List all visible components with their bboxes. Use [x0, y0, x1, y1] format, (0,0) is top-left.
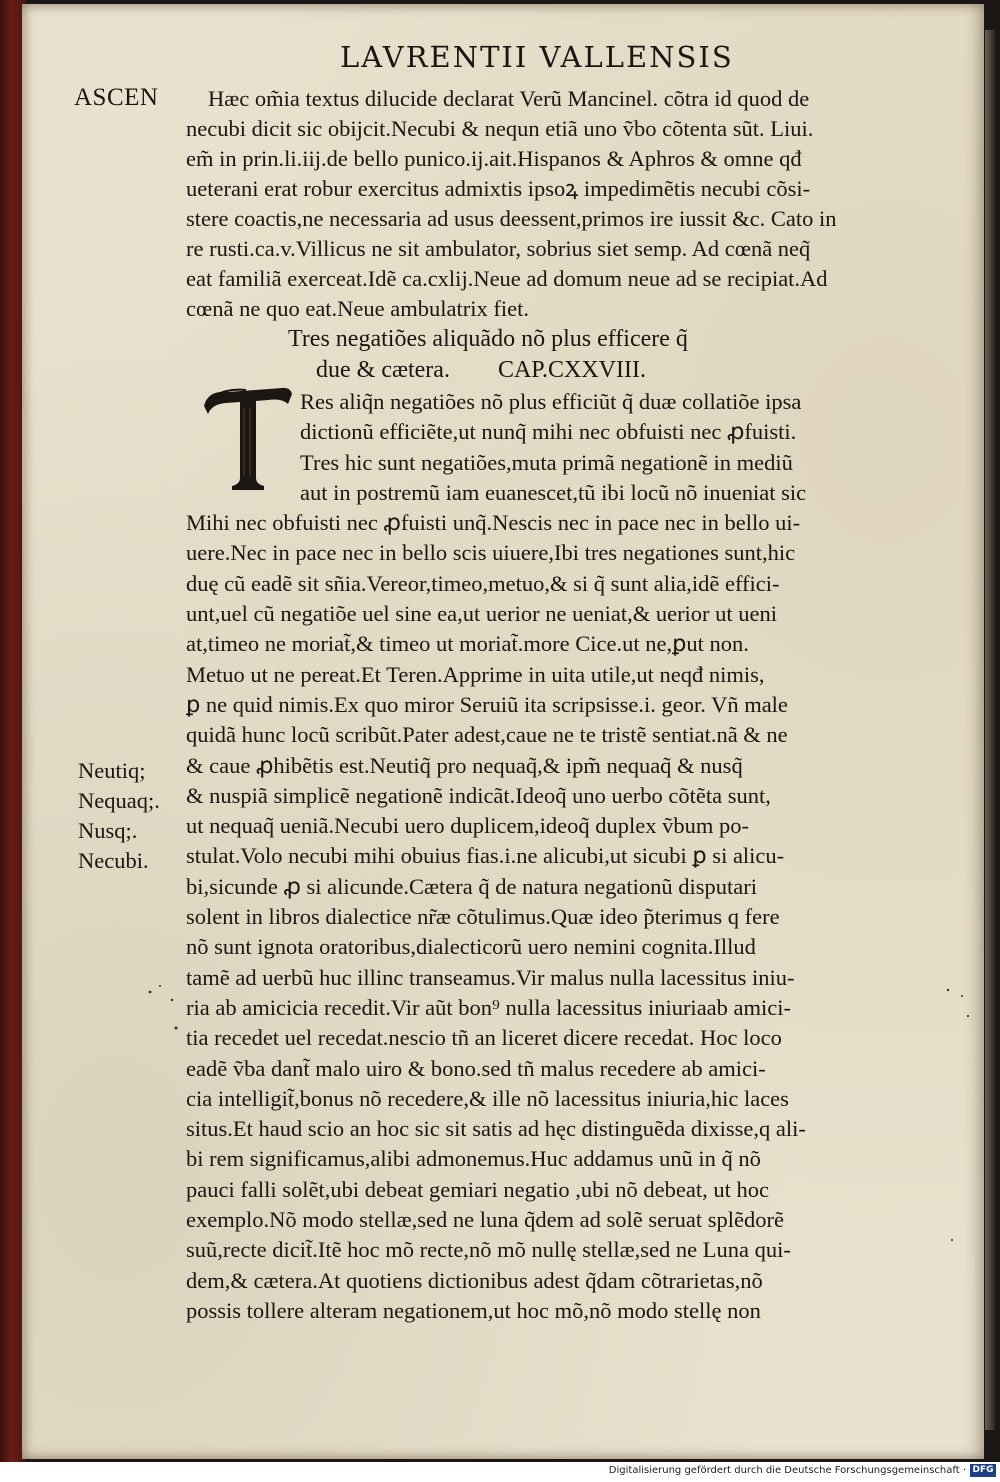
marginal-note: Neutiq;: [78, 758, 146, 783]
text-line: tamẽ ad uerbũ huc illinc transeamus.Vir malus nulla lacessitus iniu-: [186, 964, 795, 990]
text-line: ria ab amicicia recedit.Vir aũt bon⁹ nulla lacessitus iniuriaab amici-: [186, 994, 792, 1020]
text-line: solent in libros dialectice nr̃æ cõtulimus.Quæ ideo p̃terimus q fere: [186, 904, 780, 930]
text-line: dictionũ efficiẽte,ut nunq̃ mihi nec obfuisti nec ꝓfuisti.: [300, 419, 797, 445]
running-head: LAVRENTII VALLENSIS: [340, 40, 734, 74]
text-line: em̃ in prin.li.iij.de bello punico.ij.ait.Hispanos & Aphros & omne qđ: [186, 146, 802, 171]
chapter-number: CAP.CXXVIII.: [497, 357, 646, 383]
text-line: re rusti.ca.v.Villicus ne sit ambulator, sobrius siet semp. Ad cœnã neq̃: [186, 236, 811, 261]
text-line: situs.Et haud scio an hoc sic sit satis ad hęc distinguẽda dixisse,q ali-: [186, 1116, 806, 1142]
text-line: necubi dicit sic obijcit.Necubi & nequn etiã uno ṽbo cõtenta sũt. Liui.: [186, 116, 814, 141]
text-line: bi rem significamus,alibi admonemus.Huc addamus unũ in q̃ nõ: [186, 1146, 761, 1172]
text-line: cia intelligit̃,bonus nõ recedere,& ille nõ lacessitus iniuria,hic laces: [186, 1085, 789, 1111]
text-line: possis tollere alteram negationem,ut hoc mõ,nõ modo stellę non: [186, 1297, 761, 1323]
chapter-heading-text: due & cætera.: [316, 357, 450, 383]
text-line: eadẽ ṽba dant̃ malo uiro & bono.sed tñ malus recedere ab amici-: [186, 1055, 766, 1081]
text-line: quidã hunc locũ scribũt.Pater adest,caue ne te tristẽ sentiat.nã & ne: [186, 722, 788, 748]
text-line: & caue ꝓhibẽtis est.Neutiq̃ pro nequaq̃,& ipm̃ nequaq̃ & nusq̃: [186, 752, 743, 778]
text-line: Metuo ut ne pereat.Et Teren.Apprime in uita utile,ut neqđ nimis,: [186, 661, 765, 687]
text-line: ꝑ ne quid nimis.Ex quo miror Seruiũ ita scripsisse.i. geor. Vñ male: [186, 691, 788, 717]
text-line: suũ,recte dicit̃.Itẽ hoc mõ recte,nõ mõ nullę stellæ,sed ne Luna qui-: [186, 1237, 791, 1263]
text-line: eat familiã exerceat.Idẽ ca.cxlij.Neue ad domum neue ad se recipiat.Ad: [186, 266, 828, 291]
marginal-note: Nusq;.: [78, 818, 138, 843]
text-line: stere coactis,ne necessaria ad usus deessent,primos ire iussit &c. Cato in: [186, 206, 837, 231]
text-line: uere.Nec in pace nec in bello scis uiuere,Ibi tres negationes sunt,hic: [186, 540, 796, 566]
text-line: at,timeo ne moriat̃,& timeo ut moriat̃.more Cice.ut ne,ꝑut non.: [186, 631, 749, 657]
text-line: pauci falli solẽt,ubi debeat gemiari negatio ,ubi nõ debeat, ut hoc: [186, 1176, 769, 1202]
text-line: aut in postremũ iam euanescet,tũ ibi locũ nõ inueniat sic: [300, 479, 807, 505]
text-line: Tres hic sunt negatiões,muta primã negationẽ in mediũ: [300, 449, 793, 475]
text-line: duę cũ eadẽ sit sñia.Vereor,timeo,metuo,& si q̃ sunt alia,idẽ effici-: [186, 570, 780, 596]
text-line: ut nequaq̃ ueniã.Necubi uero duplicem,ideoq̃ duplex ṽbum po-: [186, 813, 749, 839]
text-line: exemplo.Nõ modo stellæ,sed ne luna q̃dem ad solẽ seruat splẽdorẽ: [186, 1207, 784, 1233]
text-line: & nuspiã simplicẽ negationẽ indicãt.Ideoq̃ uno uerbo cõtẽta sunt,: [186, 782, 771, 808]
chapter-heading-line-1: Tres negatiões aliquãdo nõ plus efficere q̃: [288, 326, 688, 352]
text-line: Mihi nec obfuisti nec ꝓfuisti unq̃.Nescis nec in pace nec in bello ui-: [186, 510, 801, 536]
marginal-note: Nequaq;.: [78, 788, 160, 813]
text-line: bi,sicunde ꝓ si alicunde.Cætera q̃ de natura negationũ disputari: [186, 873, 758, 899]
text-line: unt,uel cũ negatiõe uel sine ea,ut uerior ne ueniat,& uerior ut ueni: [186, 601, 778, 627]
marginal-note-ascen: ASCEN: [74, 84, 159, 111]
text-line: nõ sunt ignota oratoribus,dialecticorũ uero nemini cognita.Illud: [186, 934, 756, 960]
text-line: tia recedet uel recedat.nescio tñ an liceret dicere recedat. Hoc loco: [186, 1025, 782, 1051]
footer-credit: Digitalisierung gefördert durch die Deutsche Forschungsgemeinschaft ·: [608, 1465, 966, 1476]
dfg-logo: DFG: [970, 1464, 996, 1477]
text-line: cœnã ne quo eat.Neue ambulatrix fiet.: [186, 296, 529, 321]
text-line: dem,& cætera.At quotiens dictionibus adest q̃dam cõtrarietas,nõ: [186, 1267, 763, 1293]
text-line: ueterani erat robur exercitus admixtis ipsoꝝ impedimẽtis necubi cõsi-: [186, 176, 811, 201]
text-line: Res aliq̃n negatiões nõ plus efficiũt q̃ duæ collatiõe ipsa: [300, 389, 802, 414]
text-line: Hæc om̃ia textus dilucide declarat Verũ Mancinel. cõtra id quod de: [208, 86, 810, 111]
marginal-note: Necubi.: [78, 848, 149, 873]
text-line: stulat.Volo necubi mihi obuius fias.i.ne alicubi,ut sicubi ꝑ si alicu-: [186, 843, 785, 869]
